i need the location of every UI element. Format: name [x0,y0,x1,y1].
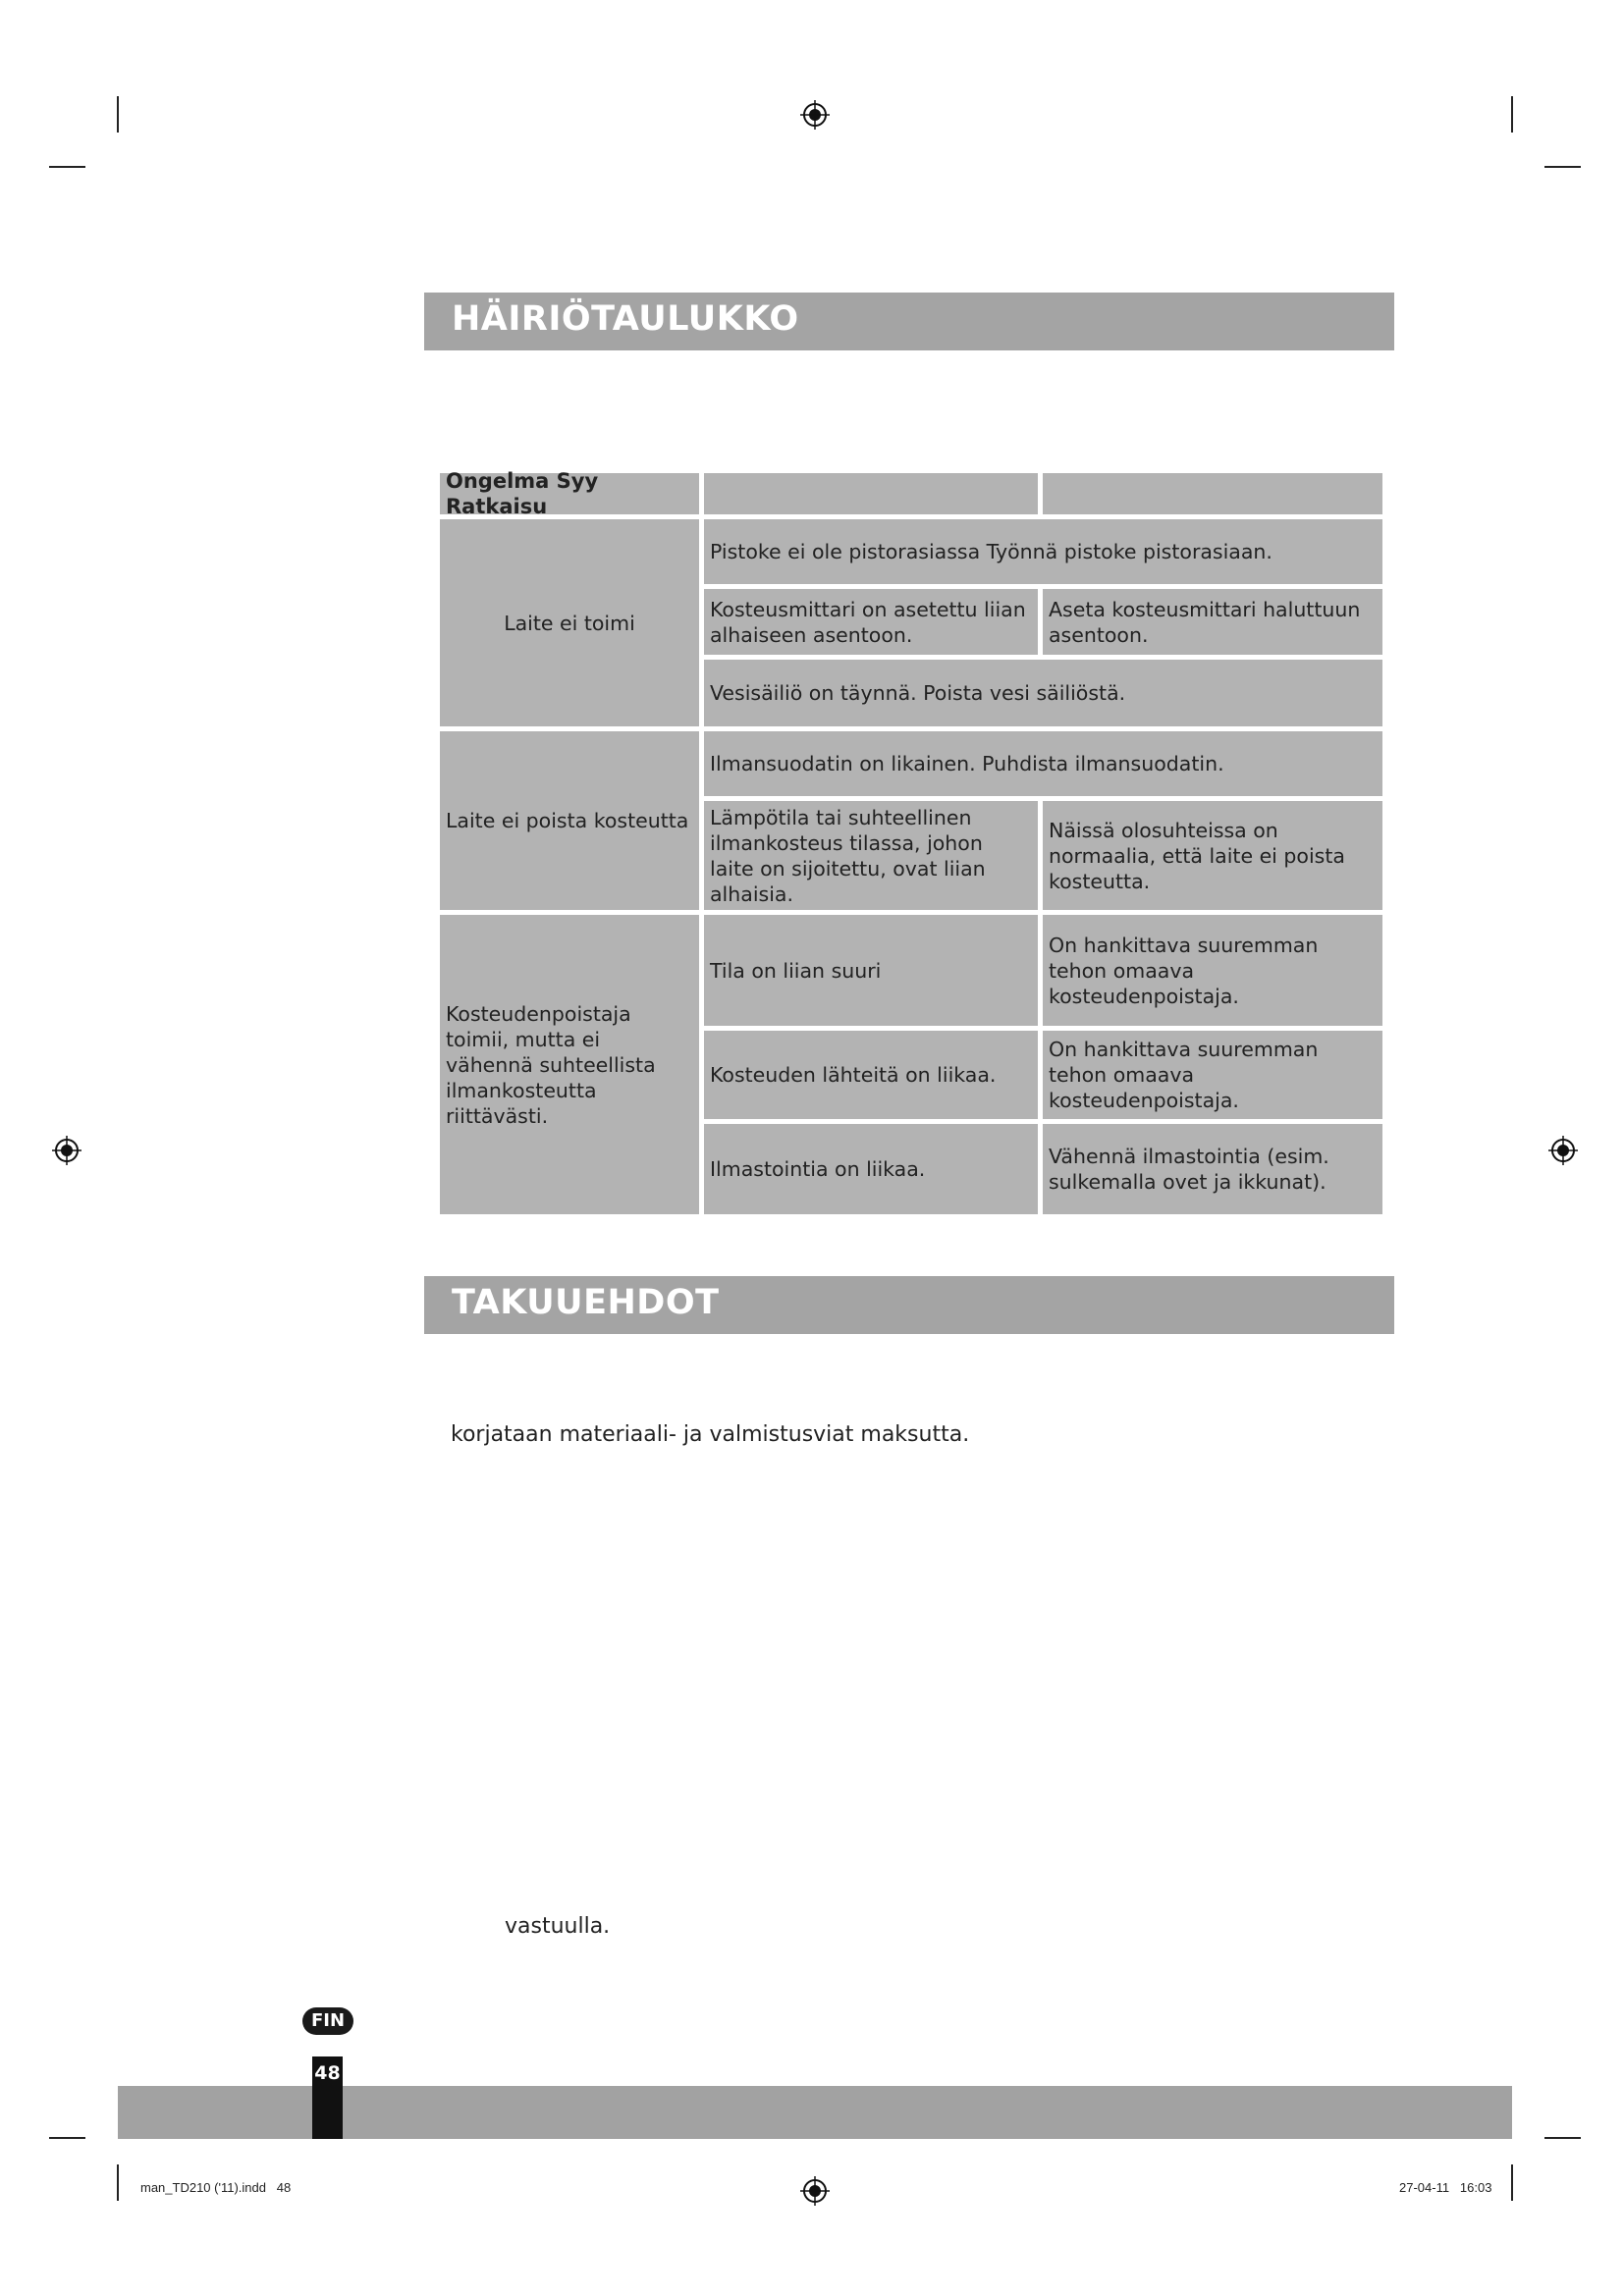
problem-cell: Kosteudenpoistaja toimii, mutta ei vähennä suhteellista ilmankosteutta riittävästi. [440,915,699,1214]
problem-cell: Laite ei toimi [440,519,699,726]
section-header-warranty [424,1276,1394,1334]
table-cell: Kosteusmittari on asetettu liian alhaiseen asentoon. [704,589,1038,655]
crop-mark [1511,2164,1513,2201]
crop-mark [1544,2137,1581,2139]
section-title: TAKUUEHDOT [452,1283,720,1322]
warranty-text: korjataan materiaali- ja valmistusviat maksutta. [451,1422,970,1447]
section-title: HÄIRIÖTAULUKKO [452,299,799,339]
table-cell: On hankittava suuremman tehon omaava kosteudenpoistaja. [1043,915,1382,1026]
table-header-cell [704,473,1038,514]
crop-mark [1511,96,1513,133]
registration-mark-icon [800,2176,830,2206]
date-slug: 27-04-11 16:03 [1399,2180,1492,2195]
table-cell: Pistoke ei ole pistorasiassa Työnnä pistoke pistorasiaan. [704,519,1382,584]
table-cell: Vähennä ilmastointia (esim. sulkemalla ovet ja ikkunat). [1043,1124,1382,1214]
table-cell: Näissä olosuhteissa on normaalia, että laite ei poista kosteutta. [1043,801,1382,910]
crop-mark [49,166,85,168]
table-cell: Ilmastointia on liikaa. [704,1124,1038,1214]
registration-mark-icon [52,1136,81,1165]
table-cell: Lämpötila tai suhteellinen ilmankosteus tilassa, johon laite on sijoitettu, ovat liian alhaisia. [704,801,1038,910]
section-header-troubleshooting [424,293,1394,350]
table-cell: Aseta kosteusmittari haluttuun asentoon. [1043,589,1382,655]
table-cell: Kosteuden lähteitä on liikaa. [704,1031,1038,1119]
crop-mark [49,2137,85,2139]
table-cell: Tila on liian suuri [704,915,1038,1026]
crop-mark [117,2164,119,2201]
table-header-cell: Ongelma Syy Ratkaisu [440,473,699,514]
table-cell: Ilmansuodatin on likainen. Puhdista ilmansuodatin. [704,731,1382,796]
problem-cell: Laite ei poista kosteutta [440,731,699,910]
table-cell: On hankittava suuremman tehon omaava kosteudenpoistaja. [1043,1031,1382,1119]
warranty-text: vastuulla. [505,1914,611,1939]
table-header-cell [1043,473,1382,514]
page-number: 48 [312,2056,343,2139]
language-badge: FIN [302,2007,353,2035]
registration-mark-icon [800,100,830,130]
crop-mark [1544,166,1581,168]
table-cell: Vesisäiliö on täynnä. Poista vesi säiliöstä. [704,660,1382,726]
registration-mark-icon [1548,1136,1578,1165]
file-slug: man_TD210 ('11).indd 48 [140,2180,292,2195]
crop-mark [117,96,119,133]
